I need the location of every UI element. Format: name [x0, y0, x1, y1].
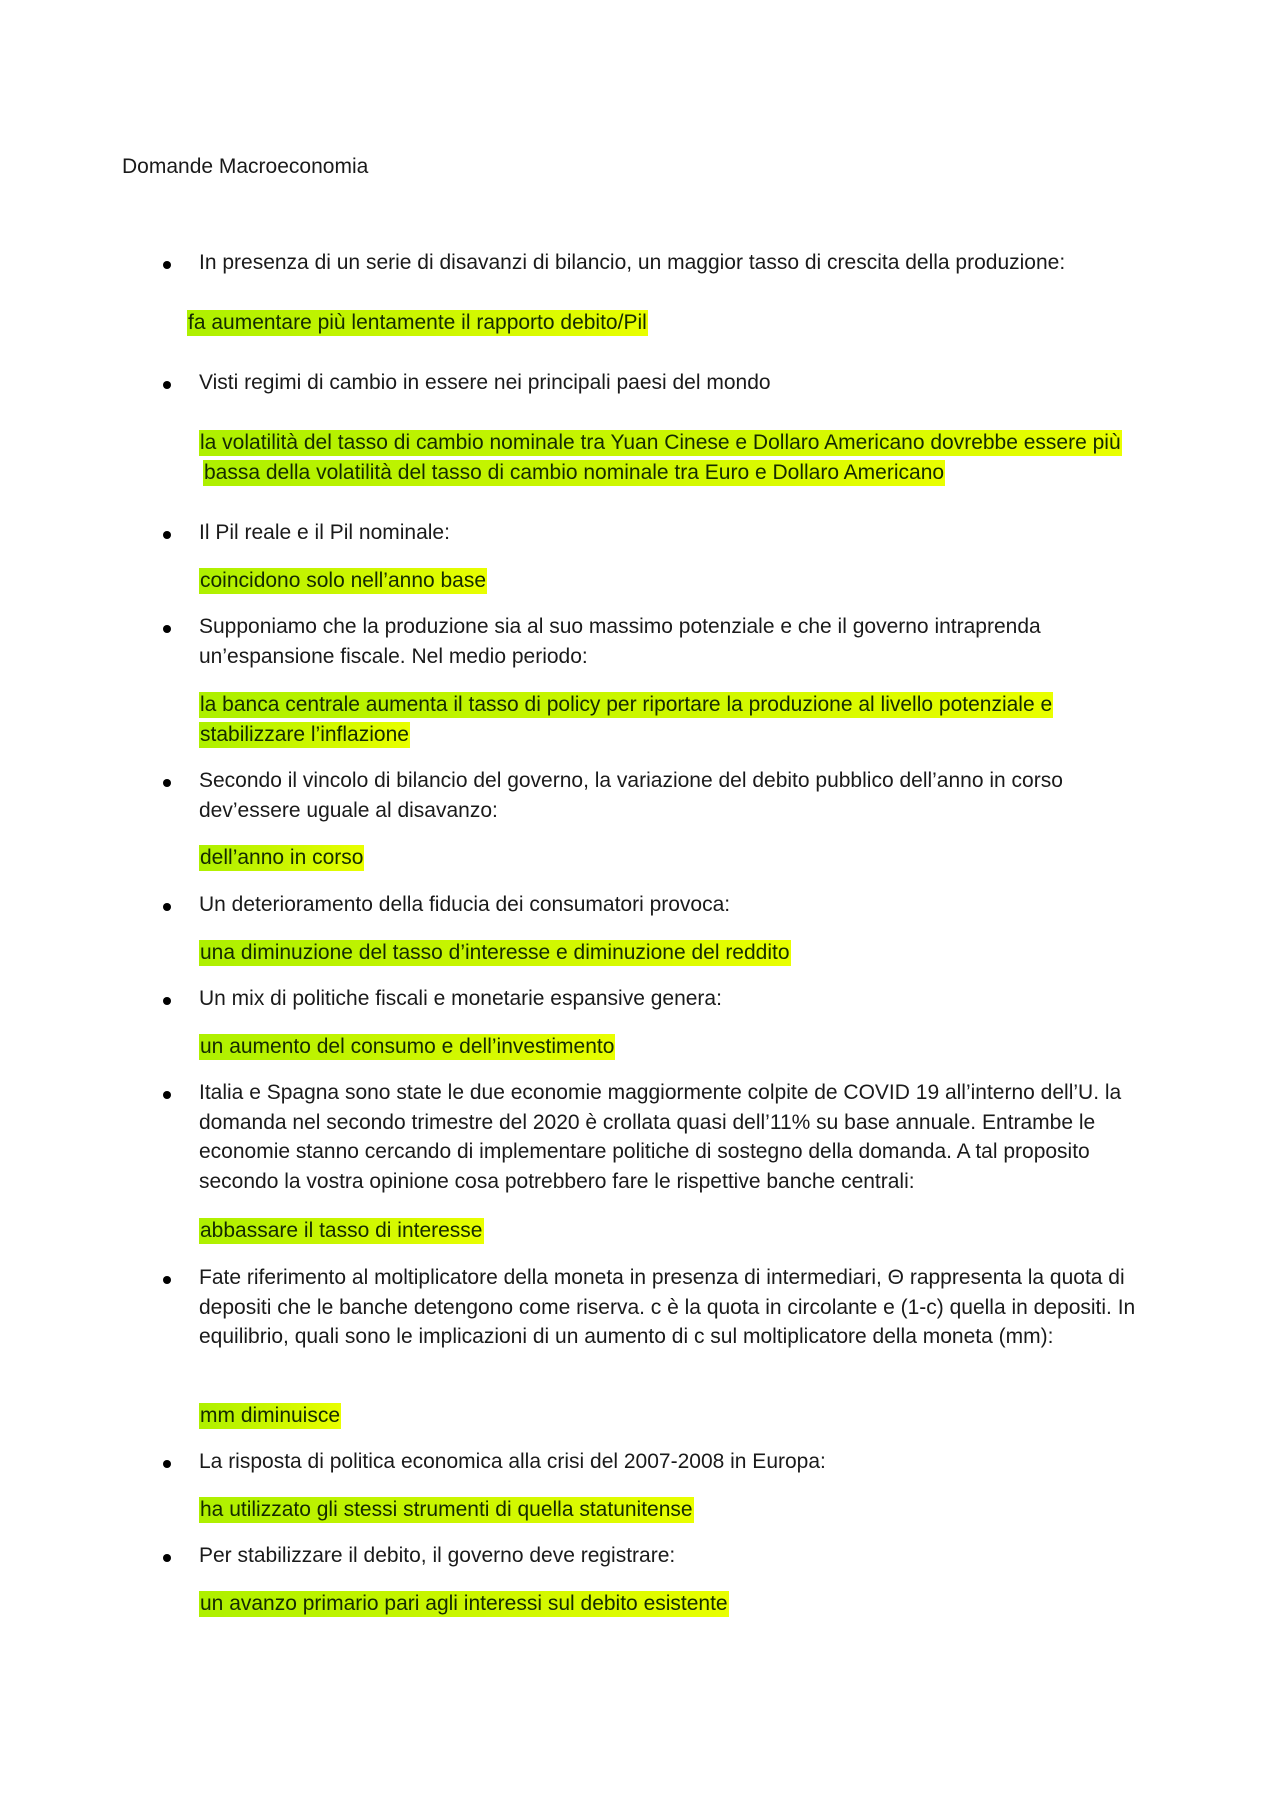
question-text: Per stabilizzare il debito, il governo deve registrare:: [199, 1544, 676, 1567]
answer-highlight: un avanzo primario pari agli interessi sul debito esistente: [200, 1592, 728, 1615]
bullet-icon: [163, 531, 171, 539]
bullet-icon: [163, 997, 171, 1005]
bullet-icon: [163, 1554, 171, 1562]
answer-text: [199, 1495, 1159, 1525]
question-text: Un mix di politiche fiscali e monetarie espansive genera:: [199, 987, 722, 1010]
question-text: Il Pil reale e il Pil nominale:: [199, 521, 450, 544]
bullet-icon: [163, 261, 171, 269]
answer-highlight: ha utilizzato gli stessi strumenti di quella statunitense: [200, 1498, 693, 1521]
answer-highlight: coincidono solo nell’anno base: [200, 569, 487, 592]
answer-highlight: mm diminuisce: [200, 1404, 341, 1427]
question-text: Supponiamo che la produzione sia al suo massimo potenziale e che il governo intraprenda un’espansione fiscale. Nel medio periodo:: [199, 615, 1041, 668]
answer-text: [199, 1589, 1159, 1619]
answer-text: [199, 843, 1159, 873]
answer-text: [199, 1401, 1159, 1431]
answer-text: [199, 1032, 1159, 1062]
answer-highlight: la volatilità del tasso di cambio nominale tra Yuan Cinese e Dollaro Americano dovrebbe essere più bassa della volatilità del tasso di cambio nominale tra Euro e Dollaro Americano: [200, 431, 1121, 484]
question-text: Italia e Spagna sono state le due economie maggiormente colpite de COVID 19 all’interno dell’U. la domanda nel secondo trimestre del 2020 è crollata quasi dell’11% su base annuale. Entrambe le economie stanno cercando di implementare politiche di sostegno della domanda. A tal proposito secondo la vostra opinione cosa potrebbero fare le rispettive banche centrali:: [199, 1081, 1122, 1193]
bullet-icon: [163, 1091, 171, 1099]
bullet-icon: [163, 625, 171, 633]
answer-text: [200, 428, 1163, 487]
bullet-icon: [163, 1276, 171, 1284]
question-text: Un deterioramento della fiducia dei consumatori provoca:: [199, 893, 731, 916]
answer-text: [187, 308, 707, 338]
answer-highlight: abbassare il tasso di interesse: [200, 1219, 483, 1242]
answer-highlight: la banca centrale aumenta il tasso di policy per riportare la produzione al livello potenziale e stabilizzare l’inflazione: [200, 693, 1053, 746]
bullet-icon: [163, 1460, 171, 1468]
question-text: Visti regimi di cambio in essere nei principali paesi del mondo: [199, 371, 771, 394]
document-title: Domande Macroeconomia: [122, 155, 369, 178]
answer-highlight: un aumento del consumo e dell’investimento: [200, 1035, 615, 1058]
answer-highlight: fa aumentare più lentamente il rapporto debito/Pil: [188, 311, 647, 334]
bullet-icon: [163, 903, 171, 911]
question-text: Fate riferimento al moltiplicatore della moneta in presenza di intermediari, Θ rappresenta la quota di depositi che le banche detengono come riserva. c è la quota in circolante e (1-c) quella in depositi. In equilibrio, quali sono le implicazioni di un aumento di c sul moltiplicatore della moneta (mm):: [199, 1266, 1136, 1348]
question-text: La risposta di politica economica alla crisi del 2007-2008 in Europa:: [199, 1450, 826, 1473]
question-text: Secondo il vincolo di bilancio del governo, la variazione del debito pubblico dell’anno in corso dev’essere uguale al disavanzo:: [199, 769, 1063, 822]
answer-highlight: una diminuzione del tasso d’interesse e diminuzione del reddito: [200, 941, 790, 964]
answer-text: [199, 938, 1159, 968]
answer-text: [199, 690, 1119, 749]
bullet-icon: [163, 779, 171, 787]
bullet-icon: [163, 381, 171, 389]
answer-text: [199, 566, 1159, 596]
answer-text: [199, 1216, 1159, 1246]
answer-highlight: dell’anno in corso: [200, 846, 364, 869]
question-text: In presenza di un serie di disavanzi di bilancio, un maggior tasso di crescita della produzione:: [199, 251, 1066, 274]
